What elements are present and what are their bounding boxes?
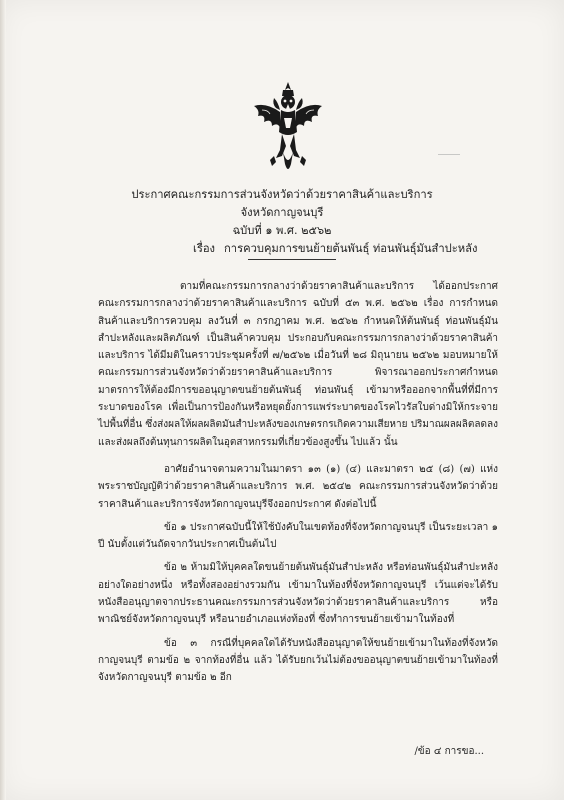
paragraph-preamble: ตามที่คณะกรรมการกลางว่าด้วยราคาสินค้าและบริการ ได้ออกประกาศคณะกรรมการกลางว่าด้วยราคาสินค้าและบริการ ฉบับที่ ๕๓ พ.ศ. ๒๕๖๒ เรื่อง การกำหนดสินค้าและบริการควบคุม ลงวันที่ ๓ กรกฎาคม พ.ศ. ๒๕๖๒ กำหนดให้ต้นพันธุ์ ท่อนพันธุ์มันสำปะหลังและผลิตภัณฑ์ เป็นสินค้าควบคุม ประกอบกับคณะกรรมการกลางว่าด้วยราคาสินค้าและบริการ ได้มีมติในคราวประชุมครั้งที่ ๗/๒๕๖๒ เมื่อวันที่ ๒๘ มิถุนายน ๒๕๖๒ มอบหมายให้คณะกรรมการส่วนจังหวัดว่าด้วยราคาสินค้าและบริการ พิจารณาออกประกาศกำหนดมาตรการให้ต้องมีการขออนุญาตขนย้ายต้นพันธุ์ ท่อนพันธุ์ เข้ามาหรือออกจากพื้นที่ที่มีการระบาดของโรค เพื่อเป็นการป้องกันหรือหยุดยั้งการแพร่ระบาดของโรคไวรัสใบด่างมิให้กระจายไปพื้นที่อื่น ซึ่งส่งผลให้ผลผลิตมันสำปะหลังของเกษตรกรเกิดความเสียหาย ปริมาณผลผลิตลดลง และส่งผลถึงต้นทุนการผลิตในอุตสาหกรรมที่เกี่ยวข้องสูงขึ้น ไปแล้ว นั้น [98,281,498,448]
paragraph-authority: อาศัยอำนาจตามความในมาตรา ๑๓ (๑) (๔) และมาตรา ๒๕ (๘) (๗) แห่งพระราชบัญญัติว่าด้วยราคาสินค้าและบริการ พ.ศ. ๒๕๔๒ คณะกรรมการส่วนจังหวัดว่าด้วยราคาสินค้าและบริการจังหวัดกาญจนบุรีจึงออกประกาศ ดังต่อไปนี้ [98,463,498,510]
issue-number: ฉบับที่ ๑ พ.ศ. ๒๕๖๒ [232,224,332,237]
scan-edge [0,0,6,800]
announcement-header [0,186,564,258]
paragraph-clause-2: ข้อ ๒ ห้ามมิให้บุคคลใดขนย้ายต้นพันธุ์มันสำปะหลัง หรือท่อนพันธุ์มันสำปะหลัง อย่างใดอย่างหนึ่ง หรือทั้งสองอย่างรวมกัน เข้ามาในท้องที่จังหวัดกาญจนบุรี เว้นแต่จะได้รับหนังสืออนุญาตจากประธานคณะกรรมการส่วนจังหวัดว่าด้วยราคาสินค้าและบริการ หรือพาณิชย์จังหวัดกาญจนบุรี หรือนายอำเภอแห่งท้องที่ ซึ่งทำการขนย้ายเข้ามาในท้องที่ [98,562,498,626]
header-divider [248,259,336,260]
garuda-emblem-icon [250,80,326,176]
paragraph-clause-3: ข้อ ๓ กรณีที่บุคคลใดได้รับหนังสืออนุญาตให้ขนย้ายเข้ามาในท้องที่จังหวัดกาญจนบุรี ตามข้อ ๒ จากท้องที่อื่น แล้ว ได้รับยกเว้นไม่ต้องขออนุญาตขนย้ายเข้ามาในท้องที่จังหวัดกาญจนบุรี ตามข้อ ๒ อีก [98,637,498,684]
paragraph-clause-1: ข้อ ๑ ประกาศฉบับนี้ให้ใช้บังคับในเขตท้องที่จังหวัดกาญจนบุรี เป็นระยะเวลา ๑ ปี นับตั้งแต่วันถัดจากวันประกาศเป็นต้นไป [98,521,498,551]
announcement-title: ประกาศคณะกรรมการส่วนจังหวัดว่าด้วยราคาสินค้าและบริการ [131,188,433,201]
scan-mark [438,154,460,155]
continuation-note: /ข้อ ๔ การขอ... [414,746,484,757]
subject-text: การควบคุมการขนย้ายต้นพันธุ์ ท่อนพันธุ์มันสำปะหลัง [224,242,478,255]
subject-line [0,240,564,258]
province-name: จังหวัดกาญจนบุรี [240,206,324,219]
subject-label: เรื่อง [193,242,216,255]
announcement-body [98,278,498,687]
